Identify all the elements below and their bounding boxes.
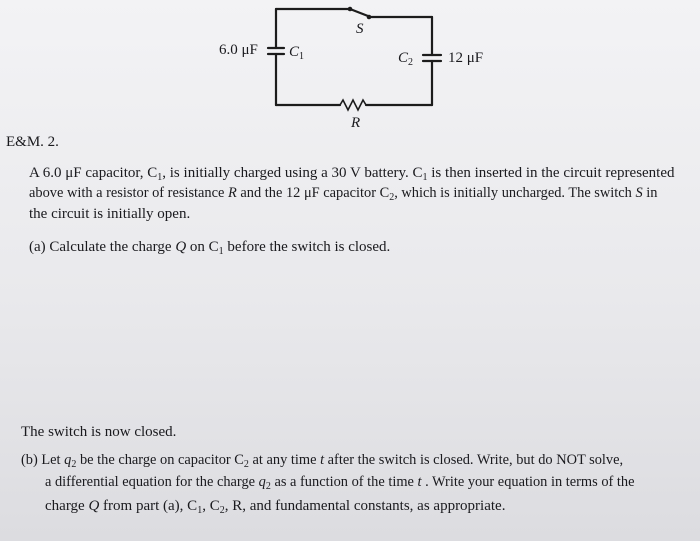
part-b-line-1: (b) Let $q_2$ be the charge on capacitor $C_2$ at any time t after the switch is closed. Write, but do NOT solve, (21, 452, 624, 470)
switch-closed-statement: The switch is now closed. (21, 424, 177, 440)
intro-line-2: above with a resistor of resistance R and the 12 μF capacitor $C_2$, which is initially uncharged. The switch S in (29, 185, 658, 203)
problem-heading: E&M. 2. (6, 134, 59, 150)
switch-contact-right (367, 15, 372, 20)
switch-contact-left (348, 7, 353, 12)
circuit-diagram (0, 0, 700, 140)
c1-value-label: 6.0 μF (219, 42, 258, 58)
switch-label: S (356, 21, 364, 37)
switch-blade (350, 9, 368, 16)
part-a: (a) Calculate the charge Q on $C_1$ before the switch is closed. (29, 239, 391, 257)
part-b-line-3: charge Q from part (a), $C_1$, $C_2$, R, and fundamental constants, as appropriate. (45, 498, 506, 516)
resistor-label: R (351, 115, 361, 131)
circuit-schematic (0, 0, 700, 140)
intro-line-1: A 6.0 μF capacitor, $C_1$, is initially charged using a 30 V battery. $C_1$ is then inserted in the circuit represented (29, 165, 675, 183)
c2-value-label: 12 μF (448, 50, 484, 66)
c2-name-label: $C_2$ (398, 50, 414, 68)
intro-line-3: the circuit is initially open. (29, 206, 191, 222)
part-b-line-2: a differential equation for the charge $q_2$ as a function of the time t . Write your equation in terms of the (45, 474, 635, 492)
c1-name-label: $C_1$ (289, 44, 305, 62)
resistor (340, 100, 366, 110)
